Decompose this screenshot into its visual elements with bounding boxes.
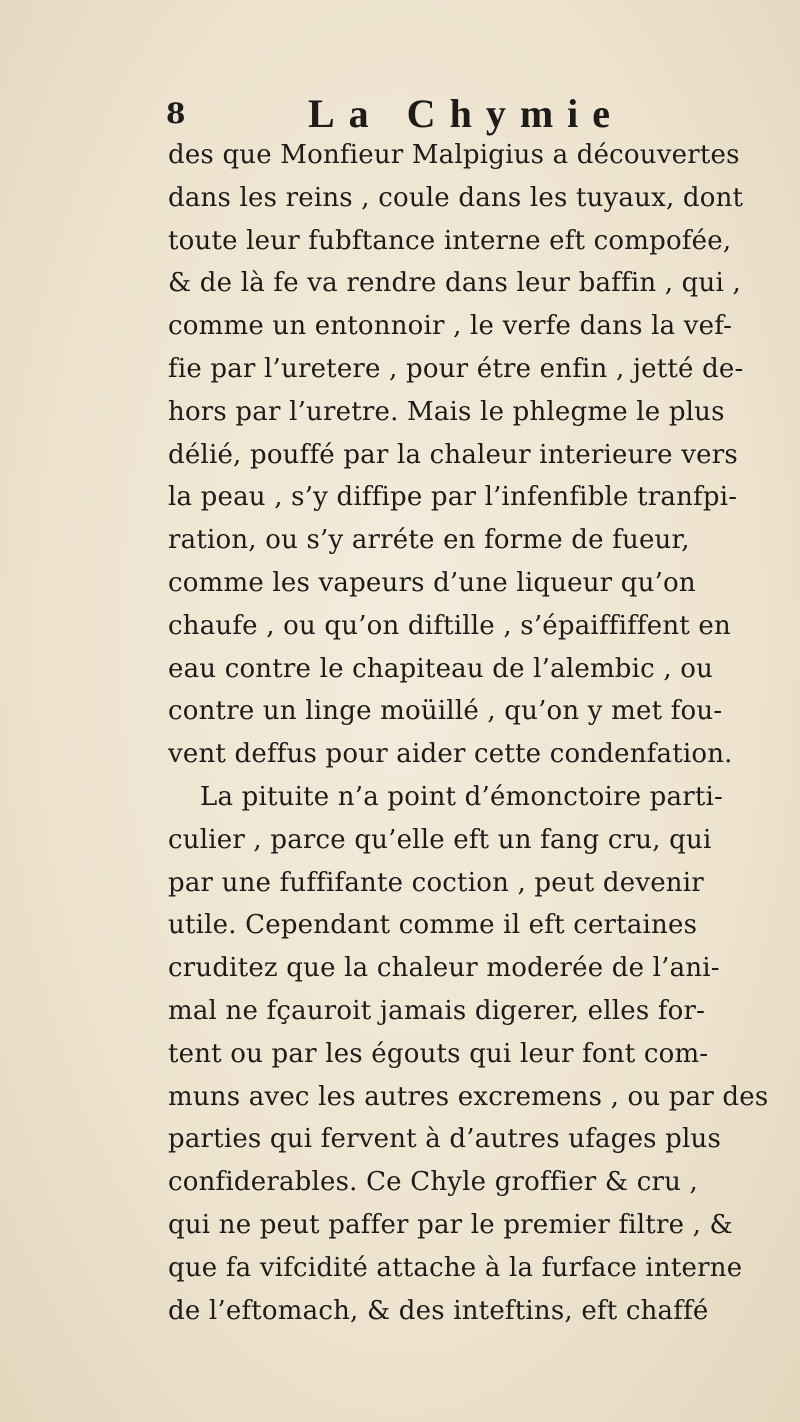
text-line: par une fuffifante coction , peut devenir [168, 867, 704, 898]
page-number: 8 [166, 97, 186, 130]
running-title: La Chymie [308, 91, 624, 136]
text-line: qui ne peut paffer par le premier filtre , & [168, 1209, 733, 1240]
text-line: & de là fe va rendre dans leur baffin , qui , [168, 268, 741, 299]
text-line: muns avec les autres excremens , ou par des [168, 1081, 769, 1112]
text-line: toute leur fubftance interne eft compofée, [168, 225, 732, 256]
text-line: cruditez que la chaleur moderée de l’ani- [168, 953, 720, 984]
text-line: mal ne fçauroit jamais digerer, elles for- [168, 995, 706, 1026]
text-line: eau contre le chapiteau de l’alembic , ou [168, 653, 714, 684]
text-line: confiderables. Ce Chyle groffier & cru , [168, 1167, 698, 1198]
text-line: hors par l’uretre. Mais le phlegme le plus [168, 396, 725, 427]
text-line: ration, ou s’y arréte en forme de fueur, [168, 525, 690, 556]
text-line: que fa vifcidité attache à la furface interne [168, 1252, 743, 1283]
text-line: tent ou par les égouts qui leur font com- [168, 1038, 709, 1069]
text-line: culier , parce qu’elle eft un fang cru, qui [168, 824, 712, 855]
text-line: chaufe , ou qu’on diftille , s’épaiffiffent en [168, 610, 731, 641]
text-line: fie par l’uretere , pour étre enfin , jetté de- [168, 353, 744, 384]
text-line: contre un linge moüillé , qu’on y met fou- [168, 696, 723, 727]
text-line: utile. Cependant comme il eft certaines [168, 910, 698, 941]
text-line: comme les vapeurs d’une liqueur qu’on [168, 567, 696, 598]
text-line: dans les reins , coule dans les tuyaux, dont [168, 182, 744, 213]
paragraph-start-line: La pituite n’a point d’émonctoire parti- [200, 781, 723, 812]
text-line: des que Monfieur Malpigius a découvertes [168, 140, 740, 170]
text-line: vent deffus pour aider cette condenfation. [168, 739, 733, 770]
text-line: comme un entonnoir , le verfe dans la vef- [168, 311, 733, 342]
text-line: la peau , s’y diffipe par l’infenfible tranfpi- [168, 482, 738, 513]
body-text [168, 134, 794, 1332]
text-line: de l’eftomach, & des inteftins, eft chaffé [168, 1295, 709, 1326]
text-line: parties qui fervent à d’autres ufages plus [168, 1124, 722, 1155]
text-line: délié, pouffé par la chaleur interieure vers [168, 439, 738, 470]
